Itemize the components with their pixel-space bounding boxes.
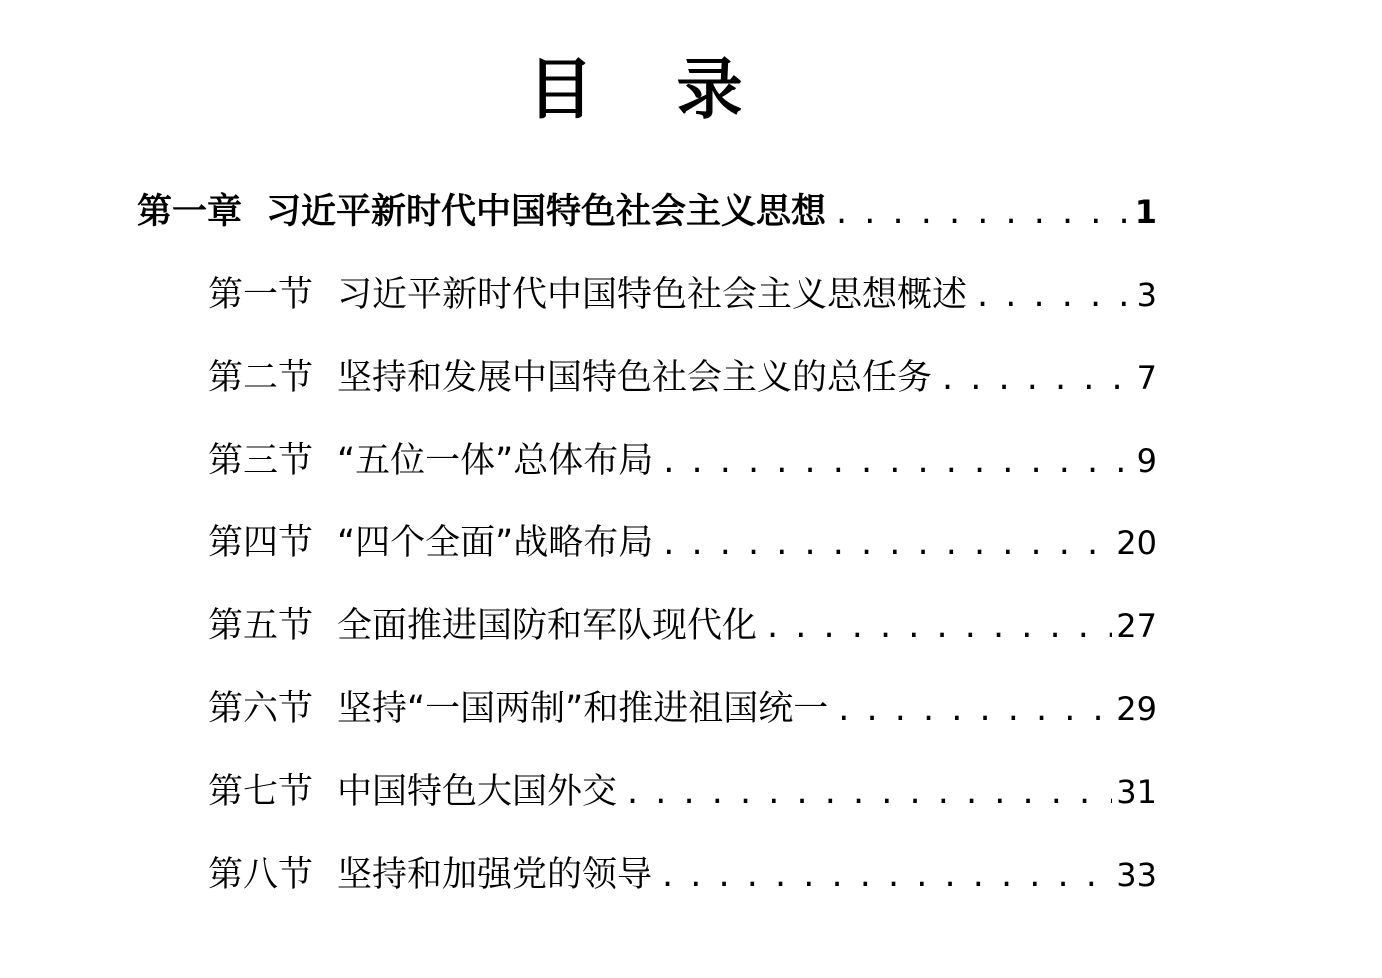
dot-leader — [977, 265, 1133, 325]
toc-entry-label — [208, 265, 967, 325]
toc-entry-number: 第一章 — [137, 192, 243, 232]
dot-leader — [836, 182, 1131, 242]
toc-entry-number: 第四节 — [208, 523, 314, 563]
toc-entry-page: 1 — [1134, 193, 1157, 231]
toc-entry-section-6[interactable] — [208, 679, 1157, 739]
dot-leader — [767, 596, 1112, 656]
toc-entry-title: 坚持和发展中国特色社会主义的总任务 — [337, 358, 933, 398]
toc-entry-title: 中国特色大国外交 — [337, 772, 618, 812]
toc-entry-label — [137, 182, 826, 242]
toc-entry-chapter-1[interactable] — [137, 182, 1157, 242]
dot-leader — [942, 348, 1133, 408]
toc-entry-title: “四个全面”战略布局 — [337, 523, 654, 563]
toc-entry-title: 坚持“一国两制”和推进祖国统一 — [337, 689, 829, 729]
toc-entry-label — [208, 679, 828, 739]
toc-entry-number: 第三节 — [208, 441, 314, 481]
toc-entry-label — [208, 348, 932, 408]
toc-entry-label — [208, 762, 617, 822]
dot-leader — [662, 845, 1112, 905]
toc-entry-title: 习近平新时代中国特色社会主义思想 — [266, 192, 827, 232]
toc-entry-page: 9 — [1136, 442, 1157, 480]
toc-entry-label — [208, 513, 653, 573]
toc-entry-section-5[interactable] — [208, 596, 1157, 656]
toc-entry-title: “五位一体”总体布局 — [337, 441, 654, 481]
dot-leader — [663, 431, 1132, 491]
toc-entry-label — [208, 596, 757, 656]
toc-entry-page: 3 — [1136, 276, 1157, 314]
toc-entry-section-7[interactable] — [208, 762, 1157, 822]
toc-entry-page: 29 — [1116, 690, 1157, 728]
toc-entry-section-3[interactable] — [208, 431, 1157, 491]
toc-entry-page: 7 — [1136, 359, 1157, 397]
toc-entry-label — [208, 845, 652, 905]
dot-leader — [627, 762, 1112, 822]
toc-entry-section-1[interactable] — [208, 265, 1157, 325]
toc-entry-page: 27 — [1116, 607, 1157, 645]
dot-leader — [663, 513, 1112, 573]
toc-entry-page: 33 — [1116, 856, 1157, 894]
toc-entry-section-2[interactable] — [208, 348, 1157, 408]
toc-entry-number: 第一节 — [208, 275, 314, 315]
toc-entry-section-4[interactable] — [208, 513, 1157, 573]
toc-entry-number: 第八节 — [208, 855, 314, 895]
toc-entry-number: 第二节 — [208, 358, 314, 398]
toc-entry-page: 31 — [1116, 773, 1157, 811]
toc-entry-page: 20 — [1116, 524, 1157, 562]
toc-entry-number: 第五节 — [208, 606, 314, 646]
toc-entry-number: 第六节 — [208, 689, 314, 729]
toc-entry-title: 全面推进国防和军队现代化 — [337, 606, 758, 646]
toc-entry-number: 第七节 — [208, 772, 314, 812]
toc-entry-label — [208, 431, 653, 491]
page-title: 目 录 — [527, 51, 773, 128]
toc-entry-title: 坚持和加强党的领导 — [337, 855, 653, 895]
toc-entry-section-8[interactable] — [208, 845, 1157, 905]
toc-entry-title: 习近平新时代中国特色社会主义思想概述 — [337, 275, 968, 315]
dot-leader — [838, 679, 1112, 739]
